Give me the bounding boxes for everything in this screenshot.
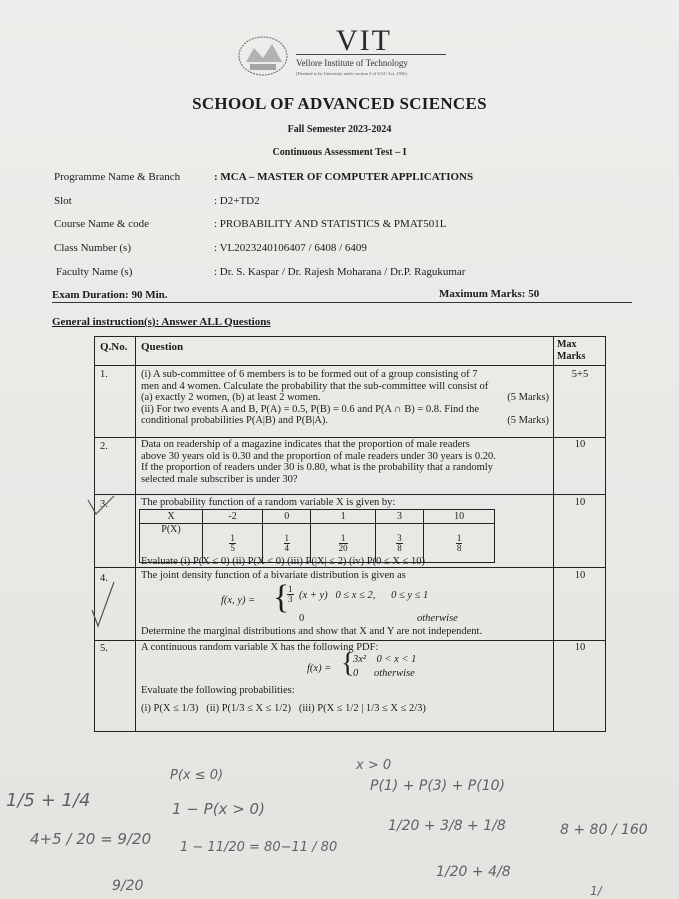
- probability-table: X -2 0 1 3 10 P(X) $\frac{1}{5}$ $\frac{1}{4}$ $\frac{1}{20}$ $\frac{3}{8}$ $\frac{1}{8}$: [139, 509, 495, 563]
- question-1-text: (i) A sub-committee of 6 members is to be formed out of a group consisting of 7 men and 4 women. Calculate the probability that the sub-committee will consist of (a) exactly 2 women, (b) at least 2 women. (5 Marks) (ii) For two events A and B, P(A) = 0.5, P(B) = 0.6 and P(A ∩ B) = 0.8. Find the conditional probabilities P(A|B) and P(B|A). (5 Marks): [141, 369, 549, 427]
- header-qno: Q.No.: [100, 341, 128, 353]
- question-3-marks: 10: [574, 497, 586, 508]
- question-4-case2-cond: otherwise: [417, 613, 458, 624]
- semester: Fall Semester 2023-2024: [287, 124, 392, 135]
- school-title: SCHOOL OF ADVANCED SCIENCES: [192, 94, 487, 113]
- handwritten-note: 9/20: [112, 878, 144, 894]
- handwritten-note: 1/20 + 3/8 + 1/8: [388, 818, 506, 834]
- faculty-label: Faculty Name (s): [56, 266, 133, 278]
- question-5-number: 5.: [100, 643, 108, 654]
- institute-name: Vellore Institute of Technology: [296, 58, 408, 68]
- divider: [52, 302, 632, 303]
- vit-emblem-icon: [236, 32, 290, 78]
- slot-value: : D2+TD2: [214, 195, 260, 207]
- general-instructions: General instruction(s): Answer ALL Questions: [52, 316, 271, 328]
- exam-duration: Exam Duration: 90 Min.: [52, 289, 168, 301]
- question-1-marks: 5+5: [571, 369, 589, 380]
- logo-divider: [296, 54, 446, 55]
- question-5-marks: 10: [574, 642, 586, 653]
- question-4-number: 4.: [100, 573, 108, 584]
- handwritten-note: P(1) + P(3) + P(10): [370, 778, 505, 794]
- course-label: Course Name & code: [54, 218, 149, 230]
- question-4-closing: Determine the marginal distributions and show that X and Y are not independent.: [141, 626, 483, 637]
- vit-logo: [236, 26, 451, 82]
- question-1-number: 1.: [100, 369, 108, 380]
- question-5-lhs: f(x) =: [307, 663, 332, 674]
- handwritten-note: P(x ≤ 0): [170, 768, 224, 783]
- exam-title: Continuous Assessment Test – I: [272, 147, 407, 158]
- question-2-number: 2.: [100, 441, 108, 452]
- question-3-number: 3.: [100, 499, 108, 510]
- question-4-intro: The joint density function of a bivariate distribution is given as: [141, 570, 406, 581]
- header-question: Question: [141, 341, 184, 353]
- class-number-value: : VL2023240106407 / 6408 / 6409: [214, 242, 367, 254]
- question-2-marks: 10: [574, 439, 586, 450]
- question-5-evaluate: (i) P(X ≤ 1/3) (ii) P(1/3 ≤ X ≤ 1/2) (iii) P(X ≤ 1/2 | 1/3 ≤ X ≤ 2/3): [141, 703, 426, 714]
- question-3-evaluate: Evaluate (i) P(X ≤ 0) (ii) P(X < 0) (iii) P(|X| ≤ 2) (iv) P(0 ≤ X ≤ 10): [141, 556, 425, 567]
- handwritten-note: 1/20 + 4/8: [436, 864, 511, 880]
- question-4-case1: (x + y) 0 ≤ x ≤ 2, 0 ≤ y ≤ 1: [299, 590, 429, 601]
- class-number-label: Class Number (s): [54, 242, 131, 254]
- handwritten-note: 8 + 80 / 160: [560, 822, 648, 838]
- logo-text: VIT: [336, 24, 392, 57]
- course-value: : PROBABILITY AND STATISTICS & PMAT501L: [214, 218, 447, 230]
- institute-subtitle: (Deemed to be University under section 3 of UGC Act, 1956): [296, 71, 407, 76]
- question-table: Q.No. Question Max Marks 1. (i) A sub-committee of 6 members is to be formed out of a group consisting of 7 men and 4 women. Calculate the probability that the sub-committee will consist of (a) exactly 2 women, (b) at least 2 women. (5 Marks) (ii) For two events A and B, P(A) = 0.5, P(B) = 0.6 and P(A ∩ B) = 0.8. Find the conditional probabilities P(A|B) and P(B|A). (5 Marks) 5+5 2. Data on readership of a magazine indicates that the proportion of male readers above 30 years old is 0.30 and the proportion of male readers under 30 years is 0.20. If the proportion of readers under 30 is 0.80, what is the probability that a randomly selected male subscriber is under 30? 10 3. The probability function of a random variable X is given by: 10 X -2 0 1 3 10 P(X) $\frac{1}{5}$ $\frac{1}{4}$ $\frac{1}{20}$ $\frac{3}{8}$ $\frac{1}{8}$ Evaluate (i) P(X ≤ 0) (ii) P(X < 0) (iii) P(|X| ≤ 2) (iv) P(0 ≤ X ≤ 10) 4. The joint density function of a bivariate distribution is given as 10 f(x, y) = { $\frac{1}{3}$ (x + y) 0 ≤ x ≤ 2, 0 ≤ y ≤ 1 0 otherwise Determine the marginal distributions and show that X and Y are not independent. 5. A continuous random variable X has the following PDF: 10 f(x) = { 3x² 0 < x < 1 0 otherwise Evaluate the following probabilities: (i) P(X ≤ 1/3) (ii) P(1/3 ≤ X ≤ 1/2) (iii) P(X ≤ 1/2 | 1/3 ≤ X ≤ 2/3): [94, 336, 606, 732]
- handwritten-note: 1 − 11/20 = 80−11 / 80: [180, 840, 338, 855]
- question-5-evaluate-label: Evaluate the following probabilities:: [141, 685, 295, 696]
- programme-value: : MCA – MASTER OF COMPUTER APPLICATIONS: [214, 171, 474, 183]
- handwritten-note: x > 0: [356, 758, 392, 773]
- header-marks: Max Marks: [557, 339, 586, 362]
- handwritten-note: 4+5 / 20 = 9/20: [30, 830, 152, 848]
- handwritten-note: 1/5 + 1/4: [6, 790, 91, 811]
- question-4-case2-value: 0: [299, 613, 305, 624]
- question-5-case2: 0 otherwise: [353, 668, 415, 679]
- question-5-intro: A continuous random variable X has the following PDF:: [141, 642, 379, 653]
- question-4-lhs: f(x, y) =: [221, 595, 256, 606]
- handwritten-note: 1/: [590, 884, 602, 898]
- question-2-text: Data on readership of a magazine indicates that the proportion of male readers above 30 years old is 0.30 and the proportion of male readers under 30 years is 0.20. If the proportion of readers under 30 is 0.80, what is the probability that a randomly selected male subscriber is under 30?: [141, 439, 496, 485]
- slot-label: Slot: [54, 195, 72, 207]
- question-5-case1: 3x² 0 < x < 1: [353, 654, 417, 665]
- question-3-intro: The probability function of a random variable X is given by:: [141, 497, 396, 508]
- maximum-marks: Maximum Marks: 50: [439, 288, 540, 300]
- checkmark-q3-icon: [86, 494, 116, 518]
- checkmark-q4-icon: [90, 580, 116, 630]
- faculty-value: : Dr. S. Kaspar / Dr. Rajesh Moharana / Dr.P. Ragukumar: [214, 266, 466, 278]
- programme-label: Programme Name & Branch: [54, 171, 181, 183]
- handwritten-note: 1 − P(x > 0): [172, 800, 265, 818]
- question-4-marks: 10: [574, 570, 586, 581]
